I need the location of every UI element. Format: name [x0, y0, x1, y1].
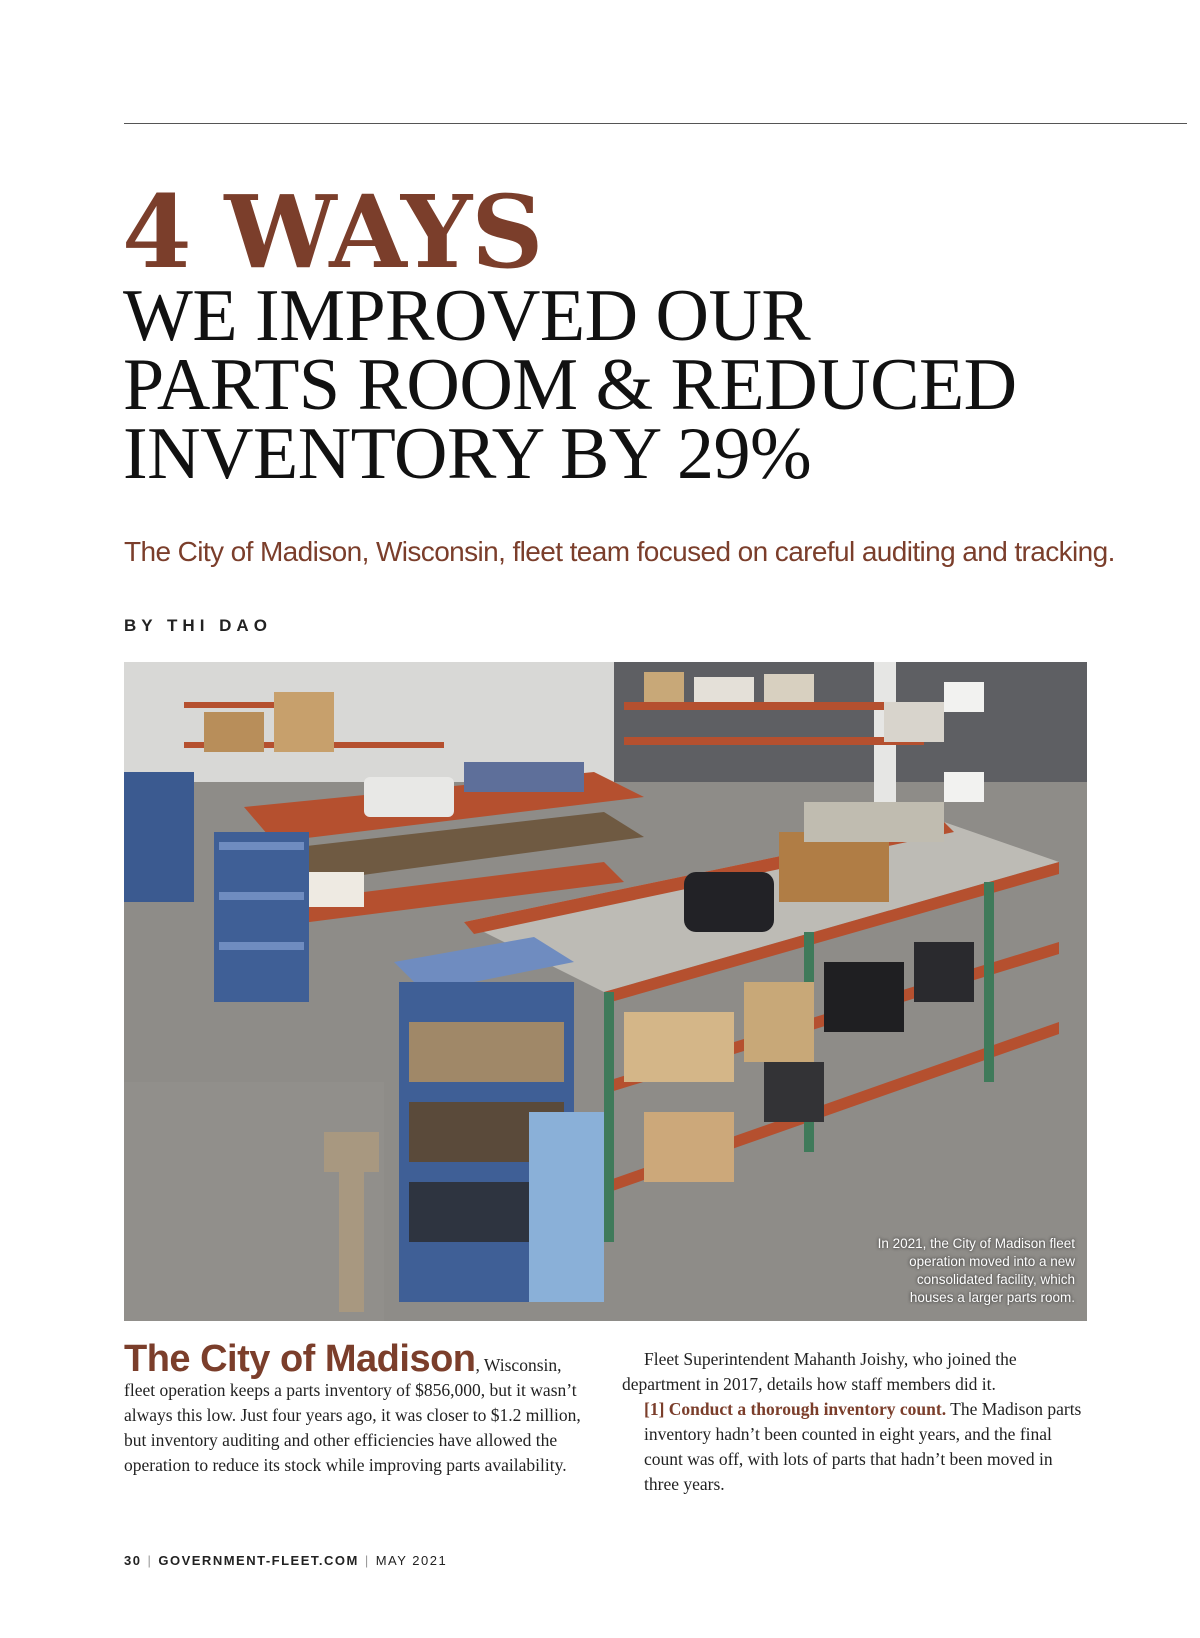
- headline-line-1: WE IMPROVED OUR: [123, 275, 811, 357]
- lead-paragraph: [124, 1338, 589, 1478]
- headline-number: 4 WAYS: [122, 173, 543, 291]
- intro-paragraph: Fleet Superintendent Mahanth Joishy, who joined the department in 2017, details how staff members did it.: [622, 1349, 1017, 1394]
- step-1-text: The Madison parts inventory hadn’t been counted in eight years, and the final count was off, with lots of parts that hadn’t been moved in three years.: [644, 1399, 1082, 1494]
- article-deck: The City of Madison, Wisconsin, fleet team focused on careful auditing and tracking.: [124, 536, 1115, 567]
- headline-line-3: INVENTORY BY 29%: [123, 413, 812, 495]
- step-1-number: [1]: [644, 1399, 665, 1419]
- lead-paragraph-text: , Wisconsin, fleet operation keeps a parts inventory of $856,000, but it wasn’t always this low. Just four years ago, it was closer to $1.2 million, but inventory auditing and other efficiencies have allowed the operation to reduce its stock while improving parts availability.: [124, 1355, 581, 1475]
- warehouse-photo: [124, 662, 1087, 1321]
- lead-in: The City of Madison: [124, 1338, 476, 1380]
- step-1-paragraph: [622, 1397, 1087, 1497]
- page-footer: [124, 1553, 447, 1568]
- headline-text: [123, 275, 1017, 495]
- body-column-left: [124, 1338, 589, 1478]
- footer-site: GOVERNMENT-FLEET.COM: [158, 1553, 359, 1568]
- byline: BY THI DAO: [124, 616, 272, 635]
- headline-line-2: PARTS ROOM & REDUCED: [123, 344, 1017, 426]
- top-rule: [124, 123, 1187, 124]
- body-column-right: [622, 1347, 1087, 1497]
- warehouse-illustration: [124, 662, 1087, 1321]
- footer-separator: |: [147, 1553, 153, 1568]
- footer-issue: MAY 2021: [375, 1553, 448, 1568]
- photo-caption: In 2021, the City of Madison fleet operation moved into a new consolidated facility, which houses a larger parts room.: [877, 1236, 1075, 1305]
- page-number: 30: [124, 1553, 142, 1568]
- step-1-heading: Conduct a thorough inventory count.: [668, 1399, 947, 1419]
- footer-separator: |: [364, 1553, 370, 1568]
